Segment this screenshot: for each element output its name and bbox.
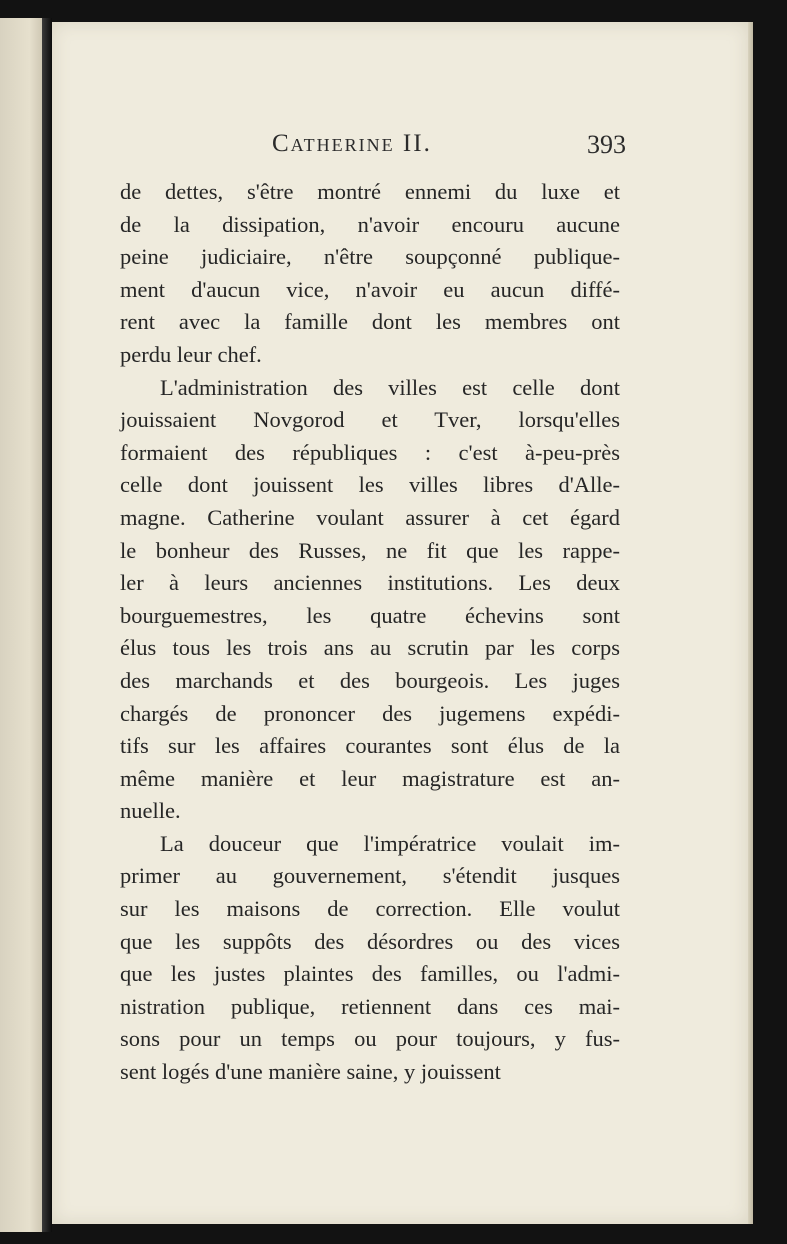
text-line: nuelle. [120,798,181,824]
text-line: de la dissipation, n'avoir encouru aucune [120,211,620,237]
paragraph [120,176,620,372]
text-line: La douceur que l'impératrice voulait im- [160,830,620,856]
page-number: 393 [587,130,626,159]
text-line: sent logés d'une manière saine, y jouissent [120,1059,501,1085]
text-line: primer au gouvernement, s'étendit jusques [120,863,620,889]
text-line: bourguemestres, les quatre échevins sont [120,602,620,628]
text-line: ler à leurs anciennes institutions. Les deux [120,570,620,596]
text-line: que les justes plaintes des familles, ou l'admi- [120,961,620,987]
text-line: de dettes, s'être montré ennemi du luxe et [120,179,620,204]
text-line: que les suppôts des désordres ou des vices [120,928,620,954]
text-line: même manière et leur magistrature est an- [120,765,620,791]
text-line: ment d'aucun vice, n'avoir eu aucun diffé- [120,276,620,302]
text-line: le bonheur des Russes, ne fit que les rappe- [120,537,620,563]
text-line: nistration publique, retiennent dans ces mai- [120,993,620,1019]
facing-page-edge [0,18,42,1232]
text-line: perdu leur chef. [120,341,262,367]
running-title: Catherine II. [272,130,432,157]
text-line: celle dont jouissent les villes libres d'Alle- [120,472,620,498]
book-gutter [42,18,52,1232]
book-page [52,22,748,1224]
text-line: formaient des républiques : c'est à-peu-près [120,439,620,465]
text-line: des marchands et des bourgeois. Les juges [120,667,620,693]
text-line: sons pour un temps ou pour toujours, y fus- [120,1026,620,1052]
text-line: peine judiciaire, n'être soupçonné publique- [120,244,620,270]
text-line: magne. Catherine voulant assurer à cet égard [120,504,620,530]
paragraph [120,372,620,828]
text-line: tifs sur les affaires courantes sont élus de la [120,733,620,759]
paragraph [120,828,620,1089]
text-line: L'administration des villes est celle dont [160,374,620,400]
text-line: sur les maisons de correction. Elle voulut [120,896,620,922]
text-line: chargés de prononcer des jugemens expédi- [120,700,620,726]
page-fore-edge [748,22,753,1224]
text-line: élus tous les trois ans au scrutin par les corps [120,635,620,661]
running-head [52,130,748,170]
text-line: jouissaient Novgorod et Tver, lorsqu'elles [120,407,620,433]
text-line: rent avec la famille dont les membres ont [120,309,620,335]
body-text [120,176,620,1089]
